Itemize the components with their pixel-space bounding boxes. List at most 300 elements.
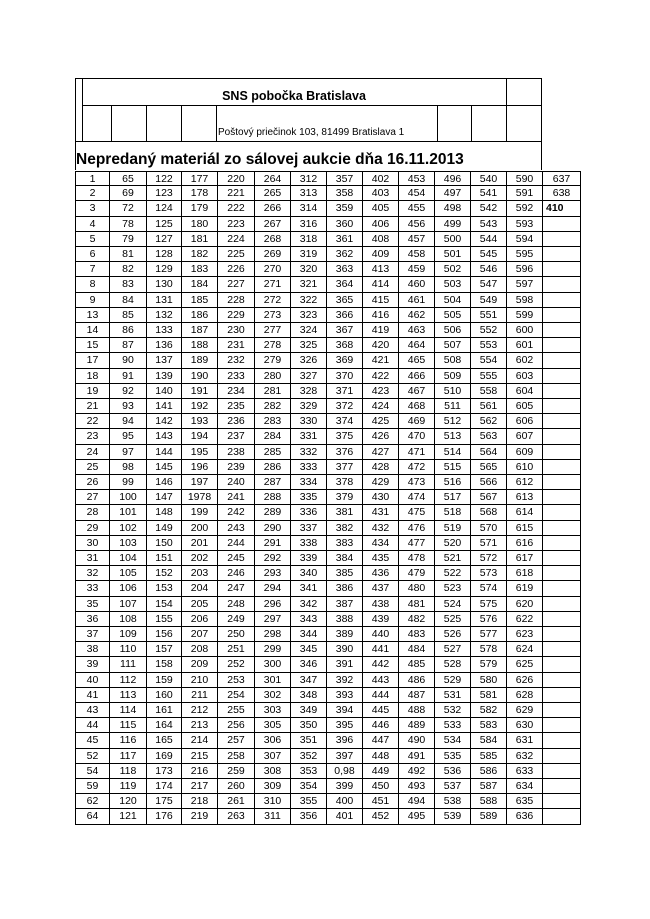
lot-number-cell: 492 xyxy=(399,764,435,779)
lot-number-cell: 117 xyxy=(110,749,147,764)
row-number-cell: 29 xyxy=(75,521,110,536)
lot-number-cell: 383 xyxy=(327,536,363,551)
row-number-cell: 30 xyxy=(75,536,110,551)
lot-number-cell: 387 xyxy=(327,597,363,612)
lot-number-cell: 356 xyxy=(291,809,327,824)
lot-number-cell: 108 xyxy=(110,612,147,627)
lot-number-cell: 330 xyxy=(291,414,327,429)
lot-number-cell: 586 xyxy=(471,764,507,779)
lot-number-cell: 115 xyxy=(110,718,147,733)
header-cell-divider xyxy=(111,105,112,142)
lot-number-cell xyxy=(543,764,581,779)
lot-number-cell: 124 xyxy=(147,201,182,216)
lot-number-cell: 298 xyxy=(255,627,291,642)
lot-number-cell: 367 xyxy=(327,323,363,338)
lot-number-cell: 245 xyxy=(218,551,255,566)
lot-number-cell: 553 xyxy=(471,338,507,353)
lot-number-cell: 394 xyxy=(327,703,363,718)
lot-number-cell: 169 xyxy=(147,749,182,764)
lot-number-cell: 506 xyxy=(435,323,471,338)
lot-number-cell: 251 xyxy=(218,642,255,657)
lot-number-cell: 599 xyxy=(507,308,543,323)
lot-number-cell: 327 xyxy=(291,369,327,384)
lot-number-cell: 297 xyxy=(255,612,291,627)
lot-number-cell: 200 xyxy=(182,521,218,536)
lot-number-cell: 140 xyxy=(147,384,182,399)
lot-number-cell: 562 xyxy=(471,414,507,429)
lot-number-cell: 290 xyxy=(255,521,291,536)
lot-number-cell: 257 xyxy=(218,733,255,748)
lot-number-cell: 225 xyxy=(218,247,255,262)
lot-number-cell: 101 xyxy=(110,505,147,520)
lot-number-cell: 150 xyxy=(147,536,182,551)
lot-number-cell: 189 xyxy=(182,353,218,368)
lot-number-cell: 551 xyxy=(471,308,507,323)
lot-number-cell: 612 xyxy=(507,475,543,490)
lot-number-cell: 363 xyxy=(327,262,363,277)
lot-number-cell: 371 xyxy=(327,384,363,399)
lot-number-cell: 98 xyxy=(110,460,147,475)
lot-number-cell xyxy=(543,262,581,277)
lot-number-cell: 400 xyxy=(327,794,363,809)
lot-number-cell: 500 xyxy=(435,232,471,247)
lot-number-cell: 425 xyxy=(363,414,399,429)
lot-number-cell: 396 xyxy=(327,733,363,748)
lot-number-cell: 127 xyxy=(147,232,182,247)
lot-number-cell: 391 xyxy=(327,657,363,672)
lot-number-cell: 470 xyxy=(399,429,435,444)
lot-number-cell: 625 xyxy=(507,657,543,672)
lot-number-cell: 545 xyxy=(471,247,507,262)
lot-number-cell: 306 xyxy=(255,733,291,748)
lot-number-cell: 519 xyxy=(435,521,471,536)
lot-number-cell: 309 xyxy=(255,779,291,794)
row-number-cell: 39 xyxy=(75,657,110,672)
lot-number-cell: 638 xyxy=(543,186,581,201)
lot-number-cell: 524 xyxy=(435,597,471,612)
lot-number-cell: 231 xyxy=(218,338,255,353)
row-number-cell: 27 xyxy=(75,490,110,505)
lot-number-cell: 402 xyxy=(363,171,399,186)
lot-number-cell: 268 xyxy=(255,232,291,247)
lot-number-cell xyxy=(543,536,581,551)
lot-number-cell: 385 xyxy=(327,566,363,581)
lot-number-cell: 334 xyxy=(291,475,327,490)
lot-number-cell: 499 xyxy=(435,217,471,232)
lot-number-cell: 204 xyxy=(182,581,218,596)
lot-number-cell: 489 xyxy=(399,718,435,733)
lot-number-cell: 427 xyxy=(363,445,399,460)
lot-number-cell: 116 xyxy=(110,733,147,748)
row-number-cell: 52 xyxy=(75,749,110,764)
lot-number-cell: 609 xyxy=(507,445,543,460)
lot-number-cell: 210 xyxy=(182,673,218,688)
lot-number-cell: 326 xyxy=(291,353,327,368)
lot-number-cell: 360 xyxy=(327,217,363,232)
lot-number-cell: 620 xyxy=(507,597,543,612)
lot-number-cell: 83 xyxy=(110,277,147,292)
lot-number-cell: 211 xyxy=(182,688,218,703)
lot-number-cell: 233 xyxy=(218,369,255,384)
lot-number-cell: 91 xyxy=(110,369,147,384)
lot-number-cell: 587 xyxy=(471,779,507,794)
lot-number-cell: 566 xyxy=(471,475,507,490)
lot-number-cell: 515 xyxy=(435,460,471,475)
page-title: Nepredaný materiál zo sálovej aukcie dňa 16.11.2013 xyxy=(76,151,464,168)
lot-number-cell xyxy=(543,323,581,338)
lot-number-cell: 113 xyxy=(110,688,147,703)
lot-number-cell xyxy=(543,505,581,520)
lot-number-cell: 372 xyxy=(327,399,363,414)
lot-number-cell: 613 xyxy=(507,490,543,505)
lot-number-cell xyxy=(543,521,581,536)
lot-number-cell: 179 xyxy=(182,201,218,216)
lot-number-cell: 527 xyxy=(435,642,471,657)
lot-number-cell xyxy=(543,369,581,384)
lot-number-cell: 130 xyxy=(147,277,182,292)
lot-number-cell: 463 xyxy=(399,323,435,338)
lot-number-cell xyxy=(543,445,581,460)
lot-number-cell: 544 xyxy=(471,232,507,247)
lot-number-cell: 86 xyxy=(110,323,147,338)
lot-number-cell: 212 xyxy=(182,703,218,718)
lot-number-cell: 270 xyxy=(255,262,291,277)
lot-number-cell: 604 xyxy=(507,384,543,399)
lot-number-cell: 111 xyxy=(110,657,147,672)
row-number-cell: 22 xyxy=(75,414,110,429)
lot-number-cell: 513 xyxy=(435,429,471,444)
lot-number-cell: 401 xyxy=(327,809,363,824)
lot-number-cell: 324 xyxy=(291,323,327,338)
lot-number-cell: 93 xyxy=(110,399,147,414)
lot-number-cell: 350 xyxy=(291,718,327,733)
lot-number-cell: 512 xyxy=(435,414,471,429)
lot-number-cell: 104 xyxy=(110,551,147,566)
lot-number-cell: 319 xyxy=(291,247,327,262)
lot-number-cell: 540 xyxy=(471,171,507,186)
lot-number-cell: 237 xyxy=(218,429,255,444)
lot-number-cell: 69 xyxy=(110,186,147,201)
lot-number-cell xyxy=(543,794,581,809)
lot-number-cell: 144 xyxy=(147,445,182,460)
lot-number-cell: 502 xyxy=(435,262,471,277)
lot-number-cell: 148 xyxy=(147,505,182,520)
lot-number-cell xyxy=(543,277,581,292)
row-number-cell: 33 xyxy=(75,581,110,596)
header-divider xyxy=(82,78,83,142)
lot-number-cell: 374 xyxy=(327,414,363,429)
lot-number-cell: 477 xyxy=(399,536,435,551)
lot-number-cell: 109 xyxy=(110,627,147,642)
lot-number-cell: 598 xyxy=(507,293,543,308)
lot-number-cell: 241 xyxy=(218,490,255,505)
lot-number-cell: 120 xyxy=(110,794,147,809)
lot-number-cell: 165 xyxy=(147,733,182,748)
lot-number-cell: 174 xyxy=(147,779,182,794)
lot-number-cell: 580 xyxy=(471,673,507,688)
lot-number-cell: 267 xyxy=(255,217,291,232)
lot-number-cell: 626 xyxy=(507,673,543,688)
lot-number-cell: 536 xyxy=(435,764,471,779)
lot-number-cell: 214 xyxy=(182,733,218,748)
lot-number-cell: 338 xyxy=(291,536,327,551)
lot-number-cell: 474 xyxy=(399,490,435,505)
lot-number-cell: 242 xyxy=(218,505,255,520)
lot-number-cell: 288 xyxy=(255,490,291,505)
lot-number-cell xyxy=(543,308,581,323)
lot-number-cell: 471 xyxy=(399,445,435,460)
lot-number-cell: 529 xyxy=(435,673,471,688)
row-number-cell: 62 xyxy=(75,794,110,809)
lot-number-cell: 622 xyxy=(507,612,543,627)
lot-number-cell: 146 xyxy=(147,475,182,490)
header-cell-divider xyxy=(216,105,217,142)
lot-number-cell: 376 xyxy=(327,445,363,460)
lot-number-cell: 521 xyxy=(435,551,471,566)
lot-number-cell: 575 xyxy=(471,597,507,612)
lot-number-cell: 329 xyxy=(291,399,327,414)
lot-number-cell xyxy=(543,475,581,490)
lot-number-cell: 520 xyxy=(435,536,471,551)
row-number-cell: 21 xyxy=(75,399,110,414)
lot-number-cell: 302 xyxy=(255,688,291,703)
lot-number-cell: 601 xyxy=(507,338,543,353)
lot-number-cell: 250 xyxy=(218,627,255,642)
lot-number-cell: 399 xyxy=(327,779,363,794)
lot-number-cell: 99 xyxy=(110,475,147,490)
lot-number-cell: 606 xyxy=(507,414,543,429)
row-number-cell: 18 xyxy=(75,369,110,384)
lot-number-cell: 246 xyxy=(218,566,255,581)
lot-number-cell: 142 xyxy=(147,414,182,429)
lot-number-cell: 408 xyxy=(363,232,399,247)
lot-number-cell: 307 xyxy=(255,749,291,764)
lot-number-cell: 143 xyxy=(147,429,182,444)
lot-number-cell: 351 xyxy=(291,733,327,748)
lot-number-cell: 321 xyxy=(291,277,327,292)
row-number-cell: 5 xyxy=(75,232,110,247)
lot-number-cell: 341 xyxy=(291,581,327,596)
lot-number-cell xyxy=(543,627,581,642)
lot-number-cell xyxy=(543,673,581,688)
lot-number-cell: 525 xyxy=(435,612,471,627)
lot-number-cell: 539 xyxy=(435,809,471,824)
row-number-cell: 54 xyxy=(75,764,110,779)
lot-number-cell: 131 xyxy=(147,293,182,308)
lot-number-cell: 123 xyxy=(147,186,182,201)
lot-number-cell: 314 xyxy=(291,201,327,216)
lot-number-cell: 354 xyxy=(291,779,327,794)
lot-number-cell: 491 xyxy=(399,749,435,764)
lot-number-cell: 97 xyxy=(110,445,147,460)
lot-number-cell xyxy=(543,232,581,247)
lot-number-cell: 435 xyxy=(363,551,399,566)
lot-number-cell: 384 xyxy=(327,551,363,566)
lot-number-cell: 597 xyxy=(507,277,543,292)
lot-number-cell xyxy=(543,657,581,672)
lot-number-cell: 281 xyxy=(255,384,291,399)
lot-number-cell: 271 xyxy=(255,277,291,292)
lot-number-cell: 248 xyxy=(218,597,255,612)
lot-number-cell: 430 xyxy=(363,490,399,505)
lot-number-cell: 444 xyxy=(363,688,399,703)
row-number-cell: 7 xyxy=(75,262,110,277)
lot-number-cell: 300 xyxy=(255,657,291,672)
lot-number-cell: 636 xyxy=(507,809,543,824)
lot-number-cell: 445 xyxy=(363,703,399,718)
lot-number-cell: 526 xyxy=(435,627,471,642)
lot-number-cell: 331 xyxy=(291,429,327,444)
lot-number-cell: 343 xyxy=(291,612,327,627)
lot-number-cell: 623 xyxy=(507,627,543,642)
lot-number-cell: 497 xyxy=(435,186,471,201)
lot-number-cell: 538 xyxy=(435,794,471,809)
lot-number-cell: 392 xyxy=(327,673,363,688)
lot-number-cell: 397 xyxy=(327,749,363,764)
lot-number-cell: 535 xyxy=(435,749,471,764)
lot-number-cell: 193 xyxy=(182,414,218,429)
lot-number-cell: 255 xyxy=(218,703,255,718)
lot-number-cell: 448 xyxy=(363,749,399,764)
lot-number-cell: 132 xyxy=(147,308,182,323)
row-number-cell: 44 xyxy=(75,718,110,733)
lot-number-cell: 333 xyxy=(291,460,327,475)
lot-number-cell: 501 xyxy=(435,247,471,262)
lot-number-cell: 453 xyxy=(399,171,435,186)
lot-number-cell: 481 xyxy=(399,597,435,612)
lot-number-cell: 147 xyxy=(147,490,182,505)
lot-number-cell: 488 xyxy=(399,703,435,718)
lot-number-cell xyxy=(543,566,581,581)
lot-number-cell: 393 xyxy=(327,688,363,703)
lot-number-cell: 348 xyxy=(291,688,327,703)
lot-number-cell xyxy=(543,338,581,353)
lot-number-cell: 593 xyxy=(507,217,543,232)
lot-number-cell: 125 xyxy=(147,217,182,232)
lot-number-cell: 112 xyxy=(110,673,147,688)
lot-number-cell: 428 xyxy=(363,460,399,475)
row-number-cell: 1 xyxy=(75,171,110,186)
row-number-cell: 24 xyxy=(75,445,110,460)
lot-number-cell: 528 xyxy=(435,657,471,672)
lot-number-cell: 208 xyxy=(182,642,218,657)
lot-number-cell: 403 xyxy=(363,186,399,201)
header-divider xyxy=(506,78,507,142)
lot-number-cell: 337 xyxy=(291,521,327,536)
lot-number-cell: 409 xyxy=(363,247,399,262)
lot-number-cell: 429 xyxy=(363,475,399,490)
lot-number-cell: 344 xyxy=(291,627,327,642)
lot-number-cell: 136 xyxy=(147,338,182,353)
lot-number-cell: 419 xyxy=(363,323,399,338)
lot-number-cell: 278 xyxy=(255,338,291,353)
lot-number-cell: 345 xyxy=(291,642,327,657)
lot-number-cell: 323 xyxy=(291,308,327,323)
lot-number-cell: 312 xyxy=(291,171,327,186)
lot-number-cell: 516 xyxy=(435,475,471,490)
lot-number-cell: 289 xyxy=(255,505,291,520)
lot-number-cell: 576 xyxy=(471,612,507,627)
lot-number-cell: 176 xyxy=(147,809,182,824)
lot-number-cell: 603 xyxy=(507,369,543,384)
row-number-cell: 25 xyxy=(75,460,110,475)
lot-number-cell: 236 xyxy=(218,414,255,429)
lot-number-cell: 152 xyxy=(147,566,182,581)
header-cell-divider xyxy=(146,105,147,142)
organization-name: SNS pobočka Bratislava xyxy=(222,89,366,103)
lot-number-cell: 420 xyxy=(363,338,399,353)
lot-number-cell: 588 xyxy=(471,794,507,809)
lot-number-cell: 294 xyxy=(255,581,291,596)
lot-number-cell: 405 xyxy=(363,201,399,216)
lot-number-cell: 452 xyxy=(363,809,399,824)
lot-number-cell: 447 xyxy=(363,733,399,748)
lot-number-cell: 161 xyxy=(147,703,182,718)
lot-number-cell: 504 xyxy=(435,293,471,308)
lot-number-cell: 633 xyxy=(507,764,543,779)
lot-number-cell: 342 xyxy=(291,597,327,612)
lot-number-cell: 232 xyxy=(218,353,255,368)
lot-number-cell: 567 xyxy=(471,490,507,505)
lot-number-cell: 269 xyxy=(255,247,291,262)
lot-number-cell: 432 xyxy=(363,521,399,536)
lot-number-cell: 183 xyxy=(182,262,218,277)
row-number-cell: 9 xyxy=(75,293,110,308)
lot-number-cell: 440 xyxy=(363,627,399,642)
lot-number-cell: 119 xyxy=(110,779,147,794)
lot-number-cell: 475 xyxy=(399,505,435,520)
lot-number-cell xyxy=(543,384,581,399)
lot-number-cell: 473 xyxy=(399,475,435,490)
lot-number-cell: 434 xyxy=(363,536,399,551)
lot-number-cell: 602 xyxy=(507,353,543,368)
lot-number-cell: 571 xyxy=(471,536,507,551)
lot-number-cell: 466 xyxy=(399,369,435,384)
lot-number-cell: 188 xyxy=(182,338,218,353)
lot-number-cell: 320 xyxy=(291,262,327,277)
lot-number-cell: 629 xyxy=(507,703,543,718)
lot-number-cell: 451 xyxy=(363,794,399,809)
lot-number-cell: 149 xyxy=(147,521,182,536)
lot-number-cell xyxy=(543,703,581,718)
lot-number-cell: 353 xyxy=(291,764,327,779)
lot-number-cell: 292 xyxy=(255,551,291,566)
lot-number-cell: 585 xyxy=(471,749,507,764)
row-number-cell: 2 xyxy=(75,186,110,201)
lot-number-cell: 455 xyxy=(399,201,435,216)
lot-number-cell: 458 xyxy=(399,247,435,262)
lot-number-cell: 573 xyxy=(471,566,507,581)
lot-number-cell: 102 xyxy=(110,521,147,536)
lot-number-cell: 154 xyxy=(147,597,182,612)
lot-number-cell: 187 xyxy=(182,323,218,338)
lot-number-cell: 340 xyxy=(291,566,327,581)
lot-number-cell: 454 xyxy=(399,186,435,201)
lot-number-cell: 415 xyxy=(363,293,399,308)
lot-number-cell: 379 xyxy=(327,490,363,505)
lot-number-cell: 273 xyxy=(255,308,291,323)
lot-number-cell: 293 xyxy=(255,566,291,581)
lot-number-cell: 191 xyxy=(182,384,218,399)
row-number-cell: 31 xyxy=(75,551,110,566)
lot-number-cell: 456 xyxy=(399,217,435,232)
row-number-cell: 36 xyxy=(75,612,110,627)
row-number-cell: 14 xyxy=(75,323,110,338)
lot-number-cell: 266 xyxy=(255,201,291,216)
lot-number-cell: 105 xyxy=(110,566,147,581)
lot-number-cell: 446 xyxy=(363,718,399,733)
lot-number-cell: 94 xyxy=(110,414,147,429)
